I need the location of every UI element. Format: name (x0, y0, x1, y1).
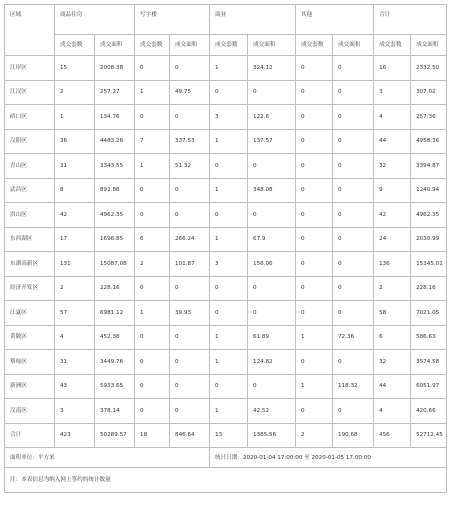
table-row (5, 105, 447, 130)
cell-area: 0 (248, 154, 296, 179)
cell-area: 0 (333, 105, 374, 130)
cell-count: 16 (374, 56, 411, 81)
row-district-name: 经济开发区 (5, 276, 55, 301)
cell-count: 1 (55, 105, 95, 130)
table-row (5, 423, 447, 448)
cell-count: 1 (135, 80, 170, 105)
cell-count: 0 (296, 178, 333, 203)
cell-area: 0 (248, 276, 296, 301)
cell-count: 0 (296, 105, 333, 130)
footer-stats-time: 统计日期：2020-01-04 17:00:00 至 2020-01-05 17:00:00 (210, 448, 447, 468)
cell-area: 0 (333, 178, 374, 203)
cell-area: 0 (170, 178, 210, 203)
cell-area: 257.27 (95, 80, 135, 105)
cell-area: 0 (170, 203, 210, 228)
cell-area: 1240.94 (411, 178, 447, 203)
cell-count: 0 (135, 56, 170, 81)
cell-count: 0 (296, 301, 333, 326)
cell-area: 378.14 (95, 399, 135, 424)
cell-area: 257.36 (411, 105, 447, 130)
cell-count: 1 (135, 154, 170, 179)
cell-area: 4483.26 (95, 129, 135, 154)
cell-count: 0 (296, 56, 333, 81)
cell-area: 2030.99 (411, 227, 447, 252)
cell-count: 2 (374, 276, 411, 301)
cell-count: 0 (135, 203, 170, 228)
cell-area: 15345.01 (411, 252, 447, 277)
cell-area: 586.63 (411, 325, 447, 350)
header-group-office: 写字楼 (135, 5, 210, 35)
cell-count: 0 (135, 399, 170, 424)
cell-area: 0 (170, 325, 210, 350)
cell-area: 1696.85 (95, 227, 135, 252)
cell-count: 1 (210, 129, 248, 154)
table-row (5, 203, 447, 228)
cell-count: 0 (135, 350, 170, 375)
cell-count: 9 (374, 178, 411, 203)
cell-count: 1 (210, 399, 248, 424)
cell-area: 122.6 (248, 105, 296, 130)
header-group-other: 其他 (296, 5, 374, 35)
cell-area: 118.32 (333, 374, 374, 399)
header-row-groups (5, 5, 447, 35)
cell-area: 0 (248, 80, 296, 105)
cell-count: 0 (296, 129, 333, 154)
cell-count: 1 (135, 301, 170, 326)
stats-table-container (4, 4, 446, 493)
cell-area: 4958.36 (411, 129, 447, 154)
cell-count: 43 (55, 374, 95, 399)
cell-count: 1 (296, 325, 333, 350)
cell-count: 24 (374, 227, 411, 252)
row-district-name: 江夏区 (5, 301, 55, 326)
cell-count: 4 (374, 399, 411, 424)
cell-count: 15 (55, 56, 95, 81)
cell-area: 266.24 (170, 227, 210, 252)
cell-count: 4 (374, 105, 411, 130)
cell-count: 18 (135, 423, 170, 448)
row-district-name: 黄陂区 (5, 325, 55, 350)
row-district-name: 合计 (5, 423, 55, 448)
cell-count: 0 (210, 374, 248, 399)
cell-count: 2 (135, 252, 170, 277)
table-row (5, 252, 447, 277)
cell-count: 0 (296, 154, 333, 179)
table-row (5, 301, 447, 326)
cell-area: 7021.05 (411, 301, 447, 326)
cell-area: 0 (333, 301, 374, 326)
cell-area: 228.16 (95, 276, 135, 301)
row-district-name: 东西湖区 (5, 227, 55, 252)
cell-count: 2 (55, 80, 95, 105)
header-count: 成交套数 (374, 35, 411, 56)
cell-area: 4962.35 (411, 203, 447, 228)
header-area: 成交面积 (95, 35, 135, 56)
header-area: 成交面积 (333, 35, 374, 56)
row-district-name: 蔡甸区 (5, 350, 55, 375)
footer-note-row (5, 468, 447, 493)
cell-count: 131 (55, 252, 95, 277)
cell-area: 6051.97 (411, 374, 447, 399)
cell-area: 72.36 (333, 325, 374, 350)
cell-count: 8 (55, 178, 95, 203)
cell-count: 1 (210, 227, 248, 252)
cell-area: 49.75 (170, 80, 210, 105)
cell-count: 42 (374, 203, 411, 228)
cell-count: 0 (210, 154, 248, 179)
cell-area: 0 (333, 252, 374, 277)
cell-area: 3574.58 (411, 350, 447, 375)
row-district-name: 汉南区 (5, 399, 55, 424)
cell-area: 51.32 (170, 154, 210, 179)
cell-area: 0 (170, 399, 210, 424)
cell-area: 0 (170, 350, 210, 375)
cell-area: 101.87 (170, 252, 210, 277)
table-row (5, 154, 447, 179)
header-group-residential: 商品住房 (55, 5, 135, 35)
header-group-commercial: 商业 (210, 5, 296, 35)
cell-count: 3 (374, 80, 411, 105)
cell-area: 2332.50 (411, 56, 447, 81)
cell-count: 0 (135, 105, 170, 130)
cell-area: 892.86 (95, 178, 135, 203)
cell-count: 3 (55, 399, 95, 424)
cell-area: 1385.56 (248, 423, 296, 448)
cell-area: 137.57 (248, 129, 296, 154)
row-district-name: 硚口区 (5, 105, 55, 130)
cell-area: 15087.08 (95, 252, 135, 277)
cell-count: 0 (210, 276, 248, 301)
table-row (5, 227, 447, 252)
header-district: 区域 (5, 5, 55, 56)
cell-count: 0 (210, 301, 248, 326)
cell-area: 0 (248, 374, 296, 399)
cell-count: 6 (135, 227, 170, 252)
cell-area: 50289.57 (95, 423, 135, 448)
cell-area: 190.68 (333, 423, 374, 448)
cell-count: 4 (55, 325, 95, 350)
cell-count: 1 (210, 56, 248, 81)
cell-area: 6981.12 (95, 301, 135, 326)
cell-count: 0 (135, 276, 170, 301)
cell-area: 420.66 (411, 399, 447, 424)
cell-area: 0 (333, 350, 374, 375)
cell-count: 0 (135, 178, 170, 203)
cell-count: 0 (296, 252, 333, 277)
cell-count: 0 (296, 399, 333, 424)
cell-count: 3 (210, 252, 248, 277)
row-district-name: 新洲区 (5, 374, 55, 399)
cell-count: 31 (55, 154, 95, 179)
cell-count: 1 (210, 178, 248, 203)
cell-count: 31 (55, 350, 95, 375)
cell-area: 3394.87 (411, 154, 447, 179)
table-row (5, 80, 447, 105)
cell-area: 0 (333, 80, 374, 105)
row-district-name: 汉阳区 (5, 129, 55, 154)
cell-area: 67.9 (248, 227, 296, 252)
cell-area: 134.76 (95, 105, 135, 130)
cell-count: 456 (374, 423, 411, 448)
cell-area: 124.82 (248, 350, 296, 375)
cell-area: 0 (170, 56, 210, 81)
cell-count: 17 (55, 227, 95, 252)
cell-count: 0 (296, 350, 333, 375)
cell-count: 57 (55, 301, 95, 326)
cell-area: 324.12 (248, 56, 296, 81)
cell-count: 136 (374, 252, 411, 277)
cell-area: 0 (170, 276, 210, 301)
cell-area: 452.38 (95, 325, 135, 350)
cell-area: 307.02 (411, 80, 447, 105)
row-district-name: 洪山区 (5, 203, 55, 228)
cell-area: 39.93 (170, 301, 210, 326)
cell-count: 13 (210, 423, 248, 448)
cell-count: 58 (374, 301, 411, 326)
cell-area: 3343.55 (95, 154, 135, 179)
cell-area: 0 (333, 129, 374, 154)
cell-count: 423 (55, 423, 95, 448)
header-area: 成交面积 (411, 35, 447, 56)
header-group-total: 合计 (374, 5, 447, 35)
cell-area: 0 (333, 276, 374, 301)
table-row (5, 399, 447, 424)
cell-count: 2 (55, 276, 95, 301)
table-row (5, 129, 447, 154)
footer-note: 注：本表信息为纳入网上签约的统计数量 (5, 468, 447, 493)
header-row-sub (5, 35, 447, 56)
cell-area: 0 (333, 227, 374, 252)
cell-area: 0 (333, 56, 374, 81)
footer-unit: 面积单位：平方米 (5, 448, 210, 468)
cell-area: 42.52 (248, 399, 296, 424)
table-row (5, 350, 447, 375)
cell-count: 0 (135, 325, 170, 350)
cell-count: 0 (210, 80, 248, 105)
header-count: 成交套数 (135, 35, 170, 56)
header-area: 成交面积 (170, 35, 210, 56)
cell-count: 36 (55, 129, 95, 154)
header-count: 成交套数 (210, 35, 248, 56)
header-count: 成交套数 (55, 35, 95, 56)
header-area: 成交面积 (248, 35, 296, 56)
cell-count: 0 (135, 374, 170, 399)
cell-area: 846.64 (170, 423, 210, 448)
cell-area: 156.06 (248, 252, 296, 277)
cell-area: 0 (248, 203, 296, 228)
row-district-name: 江汉区 (5, 80, 55, 105)
cell-area: 0 (333, 399, 374, 424)
cell-area: 0 (333, 154, 374, 179)
table-row (5, 325, 447, 350)
cell-count: 44 (374, 129, 411, 154)
sales-stats-table (4, 4, 447, 493)
cell-area: 0 (170, 374, 210, 399)
table-row (5, 276, 447, 301)
cell-count: 0 (296, 276, 333, 301)
cell-count: 1 (296, 374, 333, 399)
cell-area: 228.16 (411, 276, 447, 301)
cell-count: 0 (210, 203, 248, 228)
header-count: 成交套数 (296, 35, 333, 56)
cell-count: 1 (210, 350, 248, 375)
cell-area: 0 (333, 203, 374, 228)
table-row (5, 178, 447, 203)
cell-count: 32 (374, 350, 411, 375)
cell-area: 5933.65 (95, 374, 135, 399)
cell-area: 0 (170, 105, 210, 130)
cell-area: 337.53 (170, 129, 210, 154)
footer-unit-row (5, 448, 447, 468)
row-district-name: 东湖高新区 (5, 252, 55, 277)
cell-count: 2 (296, 423, 333, 448)
cell-count: 7 (135, 129, 170, 154)
cell-count: 0 (296, 80, 333, 105)
cell-area: 4962.35 (95, 203, 135, 228)
cell-count: 44 (374, 374, 411, 399)
cell-count: 1 (210, 325, 248, 350)
cell-count: 0 (296, 203, 333, 228)
row-district-name: 青山区 (5, 154, 55, 179)
cell-area: 2008.38 (95, 56, 135, 81)
cell-count: 32 (374, 154, 411, 179)
cell-count: 0 (296, 227, 333, 252)
row-district-name: 武昌区 (5, 178, 55, 203)
cell-count: 3 (210, 105, 248, 130)
cell-area: 0 (248, 301, 296, 326)
cell-area: 3449.76 (95, 350, 135, 375)
cell-count: 6 (374, 325, 411, 350)
cell-area: 52712.45 (411, 423, 447, 448)
cell-count: 42 (55, 203, 95, 228)
table-row (5, 56, 447, 81)
cell-area: 61.89 (248, 325, 296, 350)
cell-area: 348.08 (248, 178, 296, 203)
row-district-name: 江岸区 (5, 56, 55, 81)
table-row (5, 374, 447, 399)
